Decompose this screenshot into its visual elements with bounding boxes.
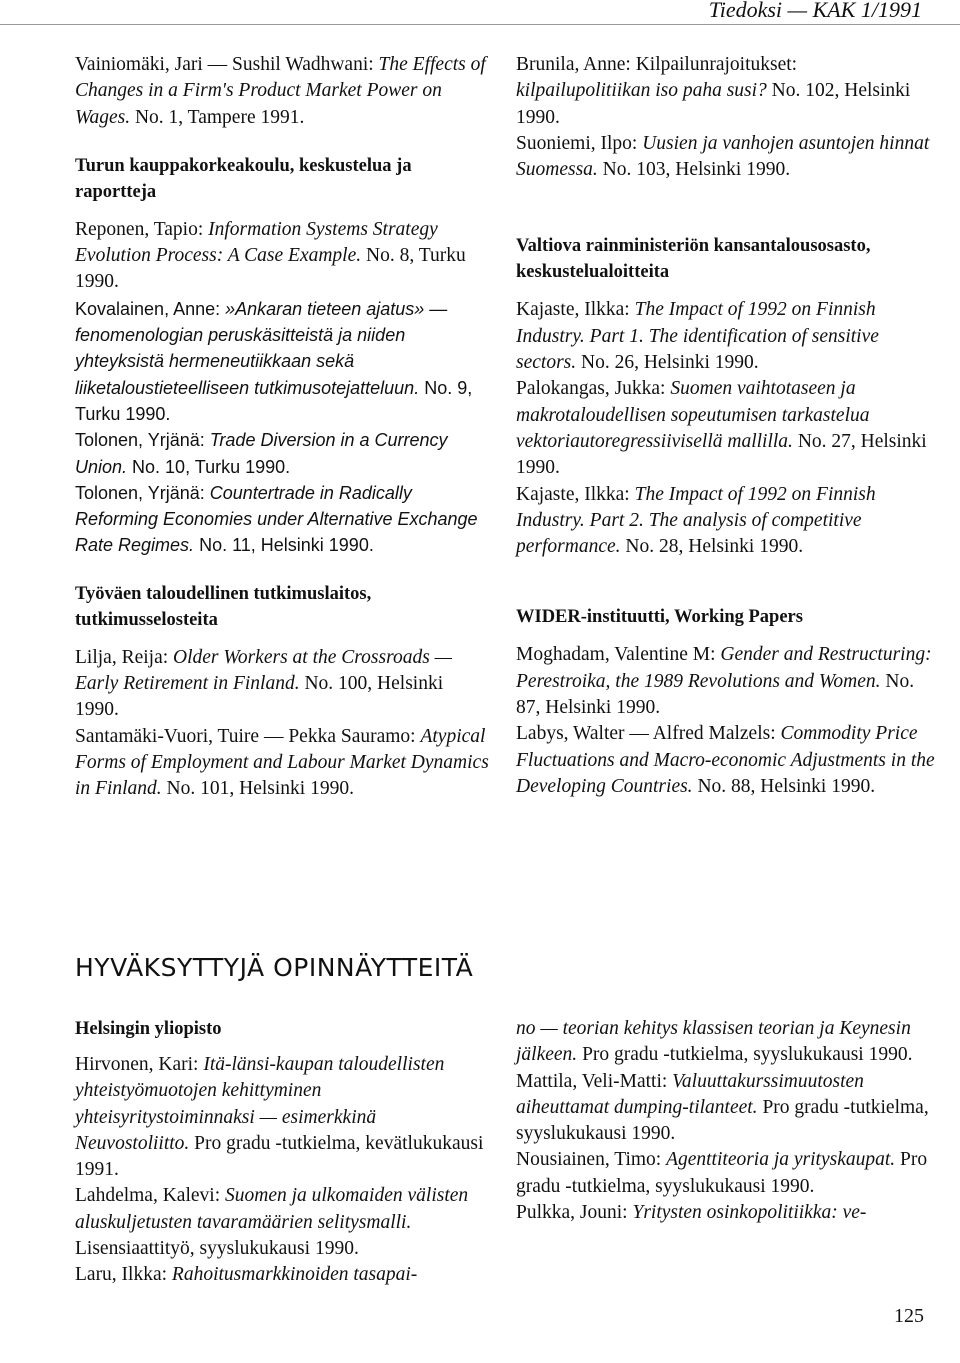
entry-author: Mattila, Veli-Matti: — [516, 1070, 673, 1092]
entry-title: Gender and Restructuring: Perestroika, the 1989 Revolutions and Women. — [516, 644, 932, 692]
bibliography-entry — [516, 1016, 936, 1069]
entry-title: Suomen vaihtotaseen ja makrotaloudellisen sopeutumisen tarkastelua vektoriautoregressiivisellä mallilla. — [516, 378, 870, 452]
entry-reference: No. 27, Helsinki 1990. — [516, 430, 927, 479]
bibliography-entry — [516, 1200, 936, 1226]
bibliography-entry — [75, 52, 490, 131]
entry-author: Kovalainen, Anne: — [75, 298, 226, 319]
entry-author: Hirvonen, Kari: — [75, 1054, 204, 1075]
entry-title: Trade Diversion in a Currency Union. — [75, 430, 448, 477]
left-column — [75, 52, 490, 803]
entry-author: Suoniemi, Ilpo: — [516, 132, 643, 154]
entry-author: Santamäki-Vuori, Tuire — Pekka Sauramo: — [75, 725, 421, 747]
bibliography-entry — [516, 376, 936, 481]
entry-reference: No. 28, Helsinki 1990. — [620, 536, 804, 558]
entry-title: Uusien ja vanhojen asuntojen hinnat Suomessa. — [516, 132, 930, 181]
entry-title: Commodity Price Fluctuations and Macro-economic Adjustments in the Developing Countries. — [516, 723, 935, 797]
entry-title: Valuuttakurssimuutosten aiheuttamat dumping-tilanteet. — [516, 1070, 864, 1118]
section-heading: Valtiova rainministeriön kansantalousosasto, keskustelualoitteita — [516, 236, 871, 283]
entry-reference: Lisensiaattityö, syyslukukausi 1990. — [75, 1238, 359, 1260]
bibliography-entry — [516, 642, 936, 721]
bottom-right-column — [516, 1016, 936, 1226]
entry-title: Rahoitusmarkkinoiden tasapai- — [171, 1264, 418, 1286]
entry-title: kilpailupolitiikan iso paha susi? — [516, 80, 767, 102]
right-column — [516, 52, 936, 800]
entry-reference: No. 11, Helsinki 1990. — [194, 535, 374, 556]
bibliography-entry — [75, 480, 490, 559]
section-heading: Helsingin yliopisto — [75, 1019, 222, 1039]
bibliography-entry — [516, 52, 936, 131]
entry-author: Vainiomäki, Jari — Sushil Wadhwani: — [75, 54, 379, 75]
entry-author: Brunila, Anne: Kilpailunrajoitukset: — [516, 54, 798, 75]
entry-title: The Impact of 1992 on Finnish Industry. Part 2. The analysis of competitive performance. — [516, 483, 876, 558]
header-title: Tiedoksi — KAK 1/1991 — [708, 0, 922, 22]
entry-author: Lahdelma, Kalevi: — [75, 1185, 225, 1207]
bibliography-entry — [75, 1052, 495, 1183]
bibliography-entry — [75, 645, 490, 724]
entry-title: Atypical Forms of Employment and Labour Market Dynamics in Finland. — [75, 725, 489, 800]
entry-reference: No. 103, Helsinki 1990. — [597, 159, 791, 181]
bibliography-entry — [75, 427, 490, 480]
entry-reference: No. 87, Helsinki 1990. — [516, 670, 915, 719]
entry-reference: No. 26, Helsinki 1990. — [576, 352, 759, 374]
bibliography-entry — [75, 296, 490, 427]
bibliography-entry — [75, 1183, 495, 1262]
entry-reference: Pro gradu -tutkielma, syyslukukausi 1990. — [516, 1149, 928, 1197]
entry-reference: No. 10, Turku 1990. — [127, 456, 291, 477]
bibliography-entry — [516, 1069, 936, 1148]
entry-title: Agenttiteoria ja yrityskaupat. — [666, 1149, 896, 1171]
entry-reference: No. 88, Helsinki 1990. — [692, 775, 876, 797]
entry-title: »Ankaran tieteen ajatus» — fenomenologian peruskäsitteistä ja niiden yhteyksistä hermeneutiikkaan sekä liiketaloustieteelliseen tutkimusotejatteluun. — [75, 298, 448, 398]
entry-author: Pulkka, Jouni: — [516, 1202, 633, 1224]
entry-title: Information Systems Strategy Evolution Process: A Case Example. — [75, 218, 438, 267]
entry-reference: Pro gradu -tutkielma, kevätlukukausi 1991. — [75, 1132, 484, 1181]
entry-author: Lilja, Reija: — [75, 646, 174, 668]
entry-author: Labys, Walter — Alfred Malzels: — [516, 723, 781, 745]
entry-title: Older Workers at the Crossroads — Early Retirement in Finland. — [75, 646, 452, 695]
bibliography-entry — [75, 217, 490, 296]
section-heading: Turun kauppakorkeakoulu, keskustelua ja raportteja — [75, 155, 412, 202]
entry-reference: No. 102, Helsinki 1990. — [516, 80, 911, 128]
entry-title: no — teorian kehitys klassisen teorian ja Keynesin jälkeen. — [516, 1018, 911, 1066]
entry-author: Moghadam, Valentine M: — [516, 644, 721, 666]
section-heading: WIDER-instituutti, Working Papers — [516, 607, 803, 628]
entry-title: Itä-länsi-kaupan taloudellisten yhteistyömuotojen kehittyminen yhteisyritystoiminnaksi — esimerkkinä Neuvostoliitto. — [75, 1054, 445, 1154]
entry-author: Kajaste, Ilkka: — [516, 483, 635, 505]
entry-author: Tolonen, Yrjänä: — [75, 482, 210, 503]
entry-reference: Pro gradu -tutkielma, syyslukukausi 1990. — [577, 1044, 913, 1066]
entry-title: The Impact of 1992 on Finnish Industry. Part 1. The identification of sensitive sectors. — [516, 299, 879, 374]
bibliography-entry — [75, 724, 490, 803]
entry-title: Countertrade in Radically Reforming Economies under Alternative Exchange Rate Regimes. — [75, 482, 478, 556]
entry-author: Tolonen, Yrjänä: — [75, 430, 210, 451]
bibliography-entry — [516, 1147, 936, 1200]
section-heading: Työväen taloudellinen tutkimuslaitos, tutkimusselosteita — [75, 583, 372, 630]
entry-reference: No. 8, Turku 1990. — [75, 245, 466, 293]
entry-author: Palokangas, Jukka: — [516, 378, 671, 400]
page-number: 125 — [894, 1305, 924, 1327]
entry-author: Kajaste, Ilkka: — [516, 299, 635, 321]
entry-reference: No. 1, Tampere 1991. — [130, 106, 305, 128]
bibliography-entry — [75, 1262, 495, 1288]
entry-reference: Pro gradu -tutkielma, syyslukukausi 1990. — [516, 1096, 929, 1145]
entry-author: Nousiainen, Timo: — [516, 1149, 667, 1171]
entry-reference: No. 9, Turku 1990. — [75, 377, 473, 424]
bottom-left-column — [75, 1016, 495, 1289]
running-header — [0, 0, 960, 25]
entry-author: Laru, Ilkka: — [75, 1264, 172, 1286]
bibliography-entry — [516, 131, 936, 184]
bibliography-entry — [516, 297, 936, 376]
entry-title: The Effects of Changes in a Firm's Product Market Power on Wages. — [75, 54, 486, 128]
entry-reference: No. 100, Helsinki 1990. — [75, 673, 444, 721]
bibliography-entry — [516, 721, 936, 800]
entry-title: Suomen ja ulkomaiden välisten aluskuljetusten tavaramäärien selitysmalli. — [75, 1185, 469, 1233]
section-title: HYVÄKSYTTYJÄ OPINNÄYTTEITÄ — [75, 953, 474, 982]
entry-author: Reponen, Tapio: — [75, 218, 209, 240]
entry-reference: No. 101, Helsinki 1990. — [161, 778, 354, 800]
entry-title: Yritysten osinkopolitiikka: ve- — [632, 1202, 867, 1224]
bibliography-entry — [516, 482, 936, 561]
